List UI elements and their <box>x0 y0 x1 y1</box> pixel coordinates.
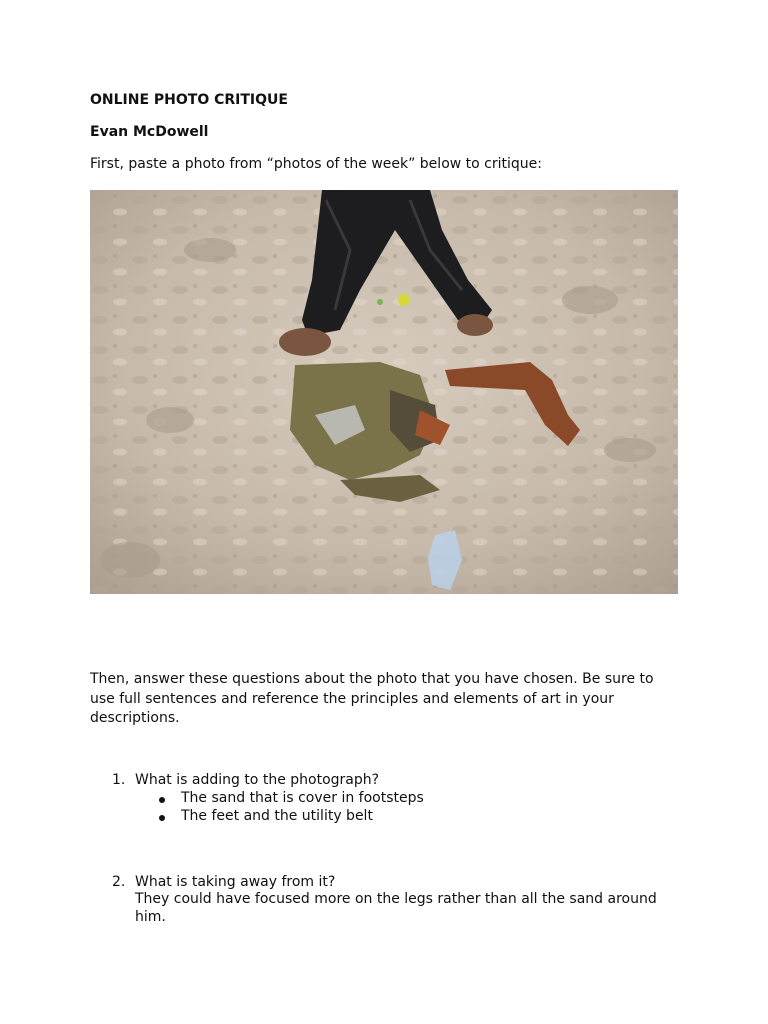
question-2-text: What is taking away from it? <box>135 874 336 890</box>
intro-paragraph: Then, answer these questions about the photo that you have chosen. Be sure to use full sentences and reference the principles and elements of art in your descriptions. <box>90 671 654 726</box>
bullet-icon <box>159 815 165 821</box>
question-2-number: 2. <box>112 874 126 890</box>
instruction-text: First, paste a photo from “photos of the week” below to critique: <box>90 156 542 172</box>
question-1-number: 1. <box>112 772 126 788</box>
question-1-bullet-2: The feet and the utility belt <box>181 808 373 824</box>
question-2-answer-line-2: him. <box>135 909 166 925</box>
critique-photo <box>90 190 678 594</box>
author-name: Evan McDowell <box>90 124 209 140</box>
question-2-answer-line-1: They could have focused more on the legs rather than all the sand around <box>135 891 657 907</box>
document-title: ONLINE PHOTO CRITIQUE <box>90 92 288 108</box>
question-1-text: What is adding to the photograph? <box>135 772 380 788</box>
bullet-icon <box>159 797 165 803</box>
question-1-bullet-1: The sand that is cover in footsteps <box>181 790 424 806</box>
